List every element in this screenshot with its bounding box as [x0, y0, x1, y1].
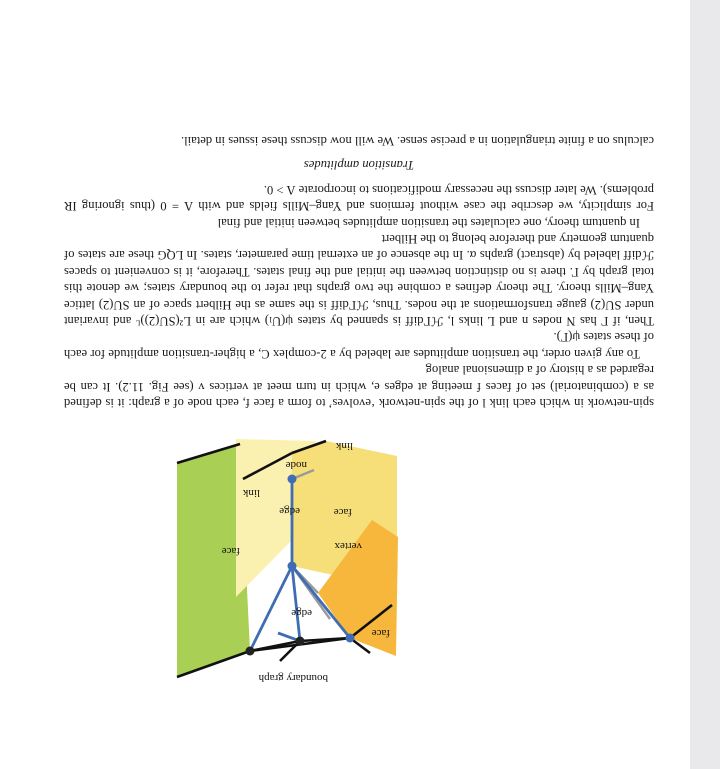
label-boundary-graph: boundary graph	[258, 672, 328, 684]
paragraph-3: Then, if Γ has N nodes n and L links l, ℋΓdiff is spanned by states ψ(Uₗ) which are in L²(SU(2))ᴸ and invariant under SU(2) gauge transformations at the nodes. Thus, ℋΓdiff is the same as the Hilbert space of an SU(2) lattice Yang–Mills theory. The theory defines a combine the two graphs that refer to the boundary states; we denote this total graph by Γ. there is no distinction between the initial and the final states. Therefore, it is convenient to spaces ℋdiff labeled by (abstract) graphs α. In the absence of an external time parameter, states. In LQG these are states of quantum geometry and therefore belong to the Hilbert	[64, 231, 654, 328]
label-node: node	[285, 459, 307, 471]
label-edge-upper: edge	[279, 505, 300, 517]
label-edge-lower: edge	[291, 607, 312, 619]
paragraph-2: To any given order, the transition amplitudes are labeled by a 2-complex C, a higher-transition amplitude for each of these states ψ(Γ).	[64, 330, 654, 361]
label-link-far: link	[335, 440, 353, 452]
paragraph-4: In quantum theory, one calculates the transition amplitudes between initial and final	[217, 215, 640, 230]
page-margin-strip	[690, 0, 720, 769]
label-vertex: vertex	[334, 540, 362, 552]
label-link-right: link	[242, 487, 260, 499]
label-face-right: face	[221, 545, 240, 557]
label-face-bottom-left: face	[371, 627, 390, 639]
paragraph-5: For simplicity, we describe the case without fermions and Yang–Mills fields and with Λ = 0 (thus ignoring IR problems). We later discuss the necessary modifications to incorporate Λ > 0.	[64, 182, 654, 214]
boundary-node-2	[296, 637, 305, 646]
boundary-node-1	[246, 647, 255, 656]
node-dot	[288, 475, 297, 484]
spinfoam-figure	[0, 439, 690, 769]
body-text	[64, 133, 654, 412]
boundary-node-3	[346, 634, 355, 643]
paragraph-6: calculus on a finite triangulation in a precise sense. We will now discuss these issues in detail.	[180, 133, 654, 148]
figure-svg	[0, 439, 690, 769]
paragraph-1: spin-network in which each link l of the spin-network ‘evolves’ to form a face f, each node of a graph: it is defined as a (combinatorial) set of faces f meeting at edges e, which in turn meet at vertices v (see Fig. 11.2). It can be regarded as a history of a dimensional analog	[64, 363, 654, 410]
section-heading: Transition amplitudes	[303, 158, 415, 173]
label-face-top: face	[333, 506, 352, 518]
vertex-dot	[288, 562, 297, 571]
